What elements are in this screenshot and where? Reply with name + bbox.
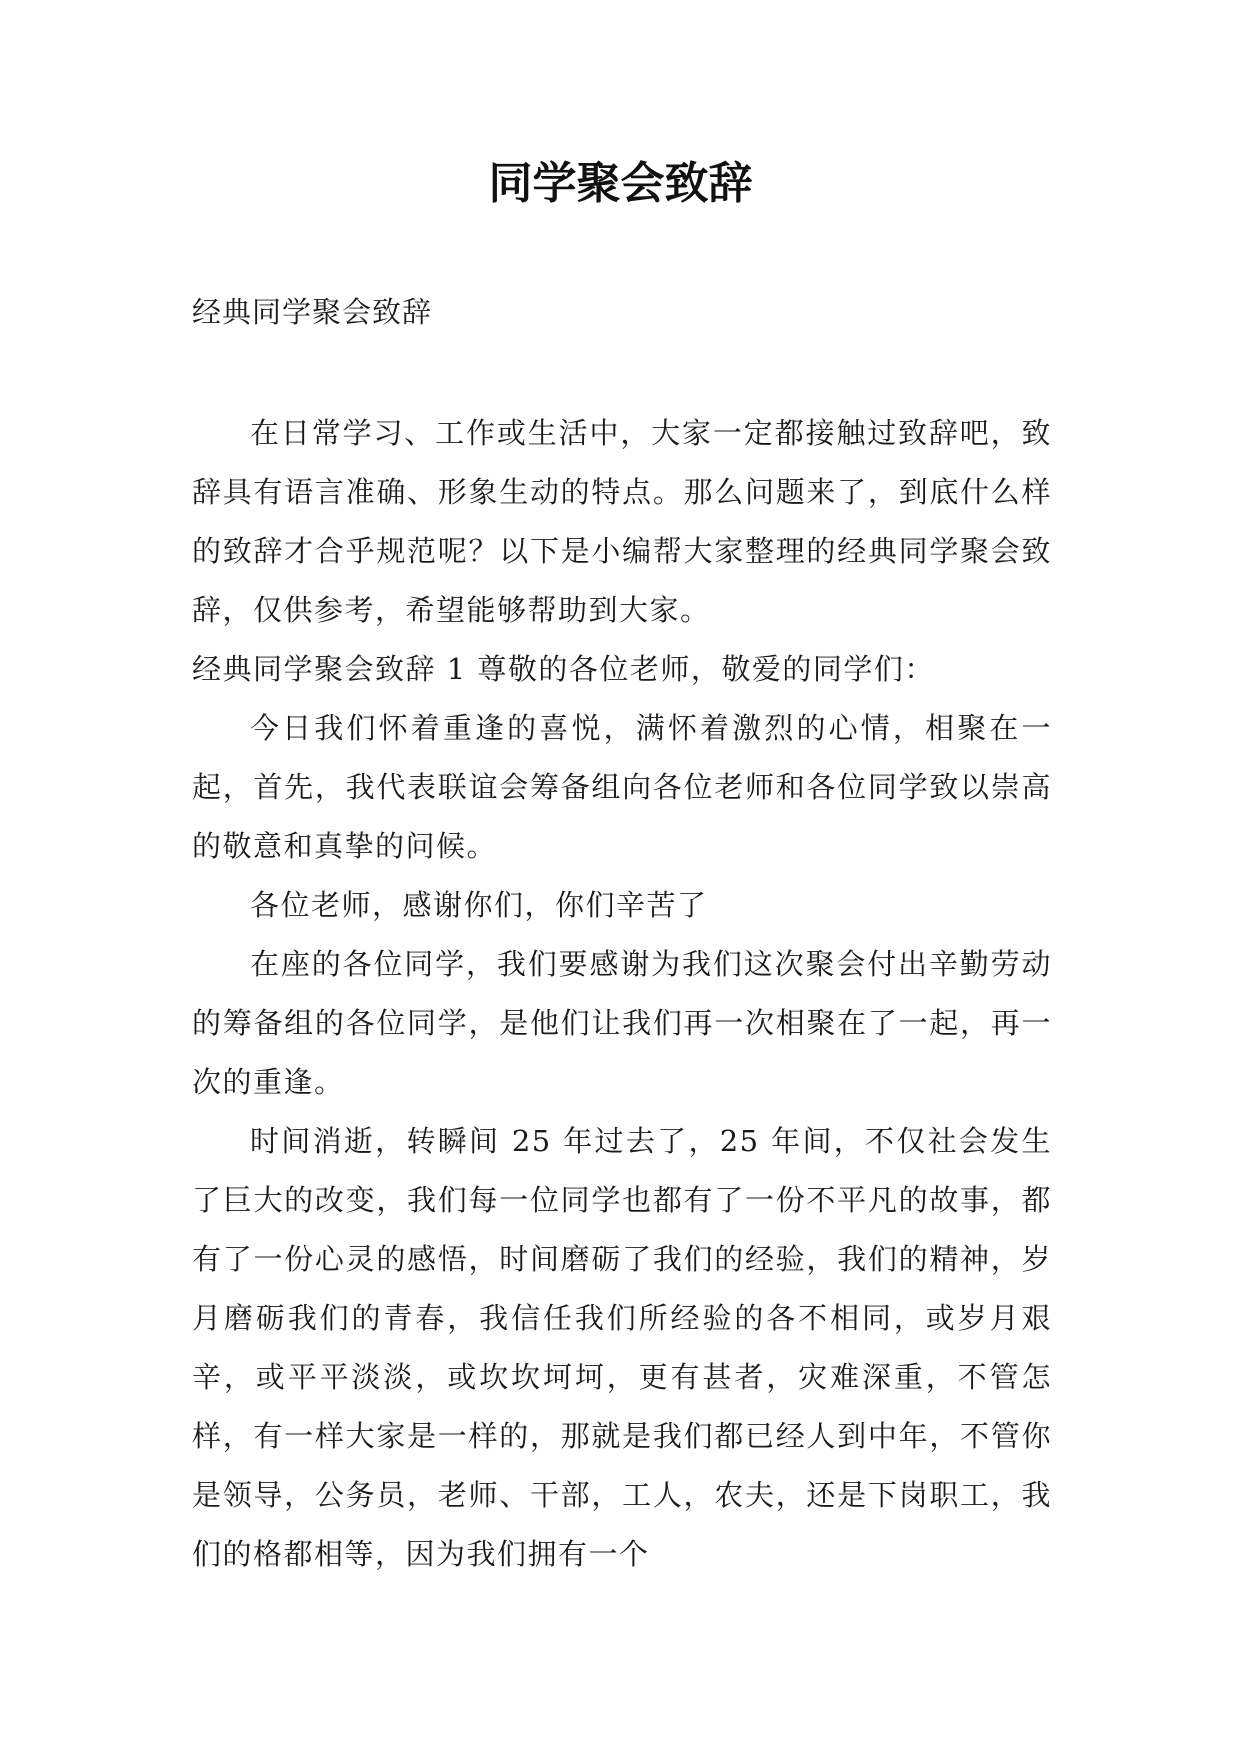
- paragraph-time-passes: 时间消逝，转瞬间 25 年过去了，25 年间，不仅社会发生了巨大的改变，我们每一位同学也都有了一份不平凡的故事，都有了一份心灵的感悟，时间磨砺了我们的经验，我们的精神，岁月磨砺我们的青春，我信任我们所经验的各不相同，或岁月艰辛，或平平淡淡，或坎坎坷坷，更有甚者，灾难深重，不管怎样，有一样大家是一样的，那就是我们都已经人到中年，不管你是领导，公务员，老师、干部，工人，农夫，还是下岗职工，我们的格都相等，因为我们拥有一个: [192, 1124, 1052, 1571]
- paragraph-thanks-organizers: 在座的各位同学，我们要感谢为我们这次聚会付出辛勤劳动的筹备组的各位同学，是他们让我们再一次相聚在了一起，再一次的重逢。: [192, 947, 1052, 1099]
- paragraph-intro: 在日常学习、工作或生活中，大家一定都接触过致辞吧，致辞具有语言准确、形象生动的特点。那么问题来了，到底什么样的致辞才合乎规范呢？以下是小编帮大家整理的经典同学聚会致辞，仅供参考，希望能够帮助到大家。: [192, 416, 1052, 627]
- paragraph-greeting: 今日我们怀着重逢的喜悦，满怀着激烈的心情，相聚在一起，首先，我代表联谊会筹备组向各位老师和各位同学致以崇高的敬意和真挚的问候。: [192, 711, 1052, 863]
- document-title: 同学聚会致辞: [488, 158, 753, 209]
- paragraph-speech-heading: 经典同学聚会致辞 1 尊敬的各位老师，敬爱的同学们：: [192, 652, 935, 686]
- paragraph-thanks-teachers: 各位老师，感谢你们，你们辛苦了: [250, 888, 708, 922]
- document-subtitle: 经典同学聚会致辞: [192, 295, 433, 329]
- document-body: [192, 404, 1052, 1584]
